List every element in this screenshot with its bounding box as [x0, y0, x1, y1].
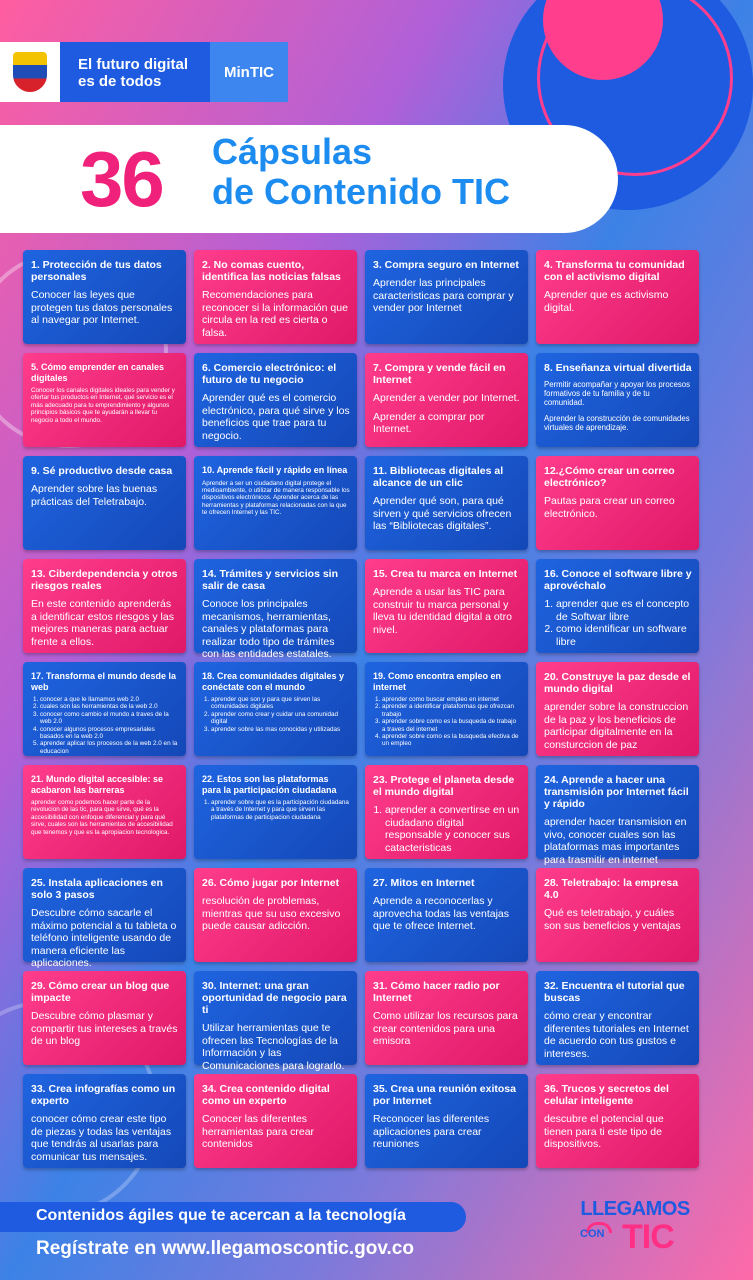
capsule-title: 19. Como encontra empleo en internet: [373, 671, 502, 692]
capsule-list-item: 1. aprender sobre que es la participación ciudadana a través de Internet y para que sirven las plataformas de participacion ciudadana: [211, 799, 350, 821]
capsule-list-item: 2. como identificar un software libre: [556, 623, 692, 648]
capsule-description: [544, 380, 692, 432]
capsule-card: [536, 250, 699, 344]
capsule-paragraph: descubre el potencial que tienen para ti este tipo de dispositivos.: [544, 1113, 664, 1150]
capsule-description: [544, 816, 692, 866]
capsule-card: [536, 765, 699, 866]
capsule-grid: [23, 250, 701, 1168]
capsule-card: [194, 353, 357, 447]
capsule-list-item: 3. aprender sobre como es la busqueda de trabajo a traves del internet: [382, 718, 521, 733]
capsule-title: 23. Protege el planeta desde el mundo digital: [373, 774, 515, 798]
capsule-list-item: 1. aprender que es el concepto de Softwar libre: [556, 598, 692, 623]
capsule-card: [365, 971, 528, 1065]
capsule-description: [202, 799, 350, 821]
capsule-card: [23, 250, 186, 344]
capsule-title: 10. Aprende fácil y rápido en línea: [202, 465, 348, 475]
capsule-description: [202, 598, 350, 661]
capsule-list-item: 4. aprender sobre como es la busqueda efectiva de un empleo: [382, 733, 521, 748]
brand-tic: TIC: [622, 1218, 674, 1256]
capsule-title: 12.¿Cómo crear un correo electrónico?: [544, 465, 675, 489]
capsule-description: [31, 1010, 179, 1048]
capsule-list: [544, 598, 692, 648]
coat-of-arms-icon: [0, 42, 60, 102]
capsule-card: [23, 1074, 186, 1168]
capsule-description: [373, 495, 521, 533]
capsule-description: [544, 701, 692, 751]
capsule-paragraph: Qué es teletrabajo, y cuáles son sus beneficios y ventajas: [544, 907, 681, 932]
mintic-logo: MinTIC: [210, 42, 288, 102]
capsule-description: [31, 387, 179, 424]
capsule-paragraph: Pautas para crear un correo electrónico.: [544, 495, 675, 520]
capsule-description: [202, 392, 350, 442]
capsule-description: [373, 392, 521, 436]
capsule-card: [194, 456, 357, 550]
capsule-title: 14. Trámites y servicios sin salir de casa: [202, 568, 338, 592]
capsule-title: 32. Encuentra el tutorial que buscas: [544, 980, 685, 1004]
capsule-card: [365, 353, 528, 447]
capsule-paragraph: Aprender qué son, para qué sirven y qué servicios ofrecen las “Bibliotecas digitales”.: [373, 495, 512, 532]
capsule-card: [23, 971, 186, 1065]
capsule-card: [365, 456, 528, 550]
capsule-paragraph: En este contenido aprenderás a identificar estos riesgos y las mejores maneras para actuar frente a ellos.: [31, 598, 174, 648]
capsule-card: [23, 765, 186, 859]
capsule-list-item: 1. aprender a convertirse en un ciudadano digital responsable y conocer sus catacteristicas: [385, 804, 521, 854]
capsule-card: [365, 1074, 528, 1168]
capsule-list-item: 1. aprender que son y para que sirven las comunidades digitales: [211, 696, 350, 711]
capsule-title: 28. Teletrabajo: la empresa 4.0: [544, 877, 679, 901]
capsule-card: [23, 559, 186, 653]
capsule-description: [373, 1113, 521, 1151]
capsule-card: [536, 559, 699, 653]
capsule-card: [194, 250, 357, 344]
capsule-paragraph: aprender como podemos hacer parte de la revolucion de las tic, para que sirve, qué es la accesibilidad con enfoque diferencial y para qué sirve, cuales son las herramientas de accesibilidad que tenemos y que es la apropiacion tecnologica.: [31, 799, 173, 836]
capsule-card: [23, 353, 186, 447]
capsule-list-item: 2. aprender a identificar plataformas que ofrezcan trabajo: [382, 703, 521, 718]
capsule-title: 31. Cómo hacer radio por Internet: [373, 980, 500, 1004]
capsule-description: [31, 1113, 179, 1163]
capsule-card: [536, 1074, 699, 1168]
capsule-paragraph: Recomendaciones para reconocer si la información que circula en la red es cierta o falsa.: [202, 289, 348, 339]
capsule-paragraph: Como utilizar los recursos para crear contenidos para una emisora: [373, 1010, 518, 1047]
capsule-card: [365, 868, 528, 962]
page-title: [212, 132, 510, 212]
capsule-description: [373, 804, 521, 854]
capsule-card: [536, 662, 699, 756]
capsule-list: [373, 804, 521, 854]
capsule-description: [544, 1113, 692, 1151]
capsule-title: 9. Sé productivo desde casa: [31, 465, 173, 477]
capsule-description: [373, 1010, 521, 1048]
tagline: Contenidos ágiles que te acercan a la tecnología: [36, 1207, 406, 1224]
capsule-paragraph: resolución de problemas, mientras que su uso excesivo puede causar adicción.: [202, 895, 341, 932]
capsule-title: 7. Compra y vende fácil en Internet: [373, 362, 506, 386]
capsule-description: [202, 480, 350, 517]
capsule-card: [365, 250, 528, 344]
title-number: 36: [80, 135, 163, 223]
capsule-card: [194, 559, 357, 660]
capsule-title: 11. Bibliotecas digitales al alcance de un clic: [373, 465, 504, 489]
brand-top: LLEGAMOS: [580, 1198, 690, 1220]
capsule-title: 26. Cómo jugar por Internet: [202, 877, 340, 889]
capsule-title: 29. Cómo crear un blog que impacte: [31, 980, 170, 1004]
capsule-description: [202, 696, 350, 733]
capsule-list-item: 1. aprender como buscar empleo en internet: [382, 696, 521, 703]
capsule-paragraph: Descubre cómo plasmar y compartir tus intereses a través de un blog: [31, 1010, 178, 1047]
government-logo-bar: [0, 42, 288, 102]
capsule-paragraph: Aprende a usar las TIC para construir tu marca personal y lleva tu identidad digital a otro nivel.: [373, 586, 512, 636]
capsule-card: [536, 868, 699, 962]
capsule-paragraph: Aprender a comprar por Internet.: [373, 410, 485, 435]
capsule-paragraph: Permitir acompañar y apoyar los procesos formativos de tu familia y de tu comunidad.: [544, 380, 691, 408]
capsule-paragraph: Reconocer las diferentes aplicaciones para crear reuniones: [373, 1113, 490, 1150]
title-line-2: de Contenido TIC: [212, 171, 510, 212]
capsule-description: [544, 495, 692, 520]
capsule-list: [31, 696, 179, 755]
capsule-title: 18. Crea comunidades digitales y conéctate con el mundo: [202, 671, 345, 692]
capsule-description: [373, 586, 521, 636]
capsule-title: 27. Mitos en Internet: [373, 877, 475, 889]
capsule-card: [194, 765, 357, 859]
capsule-description: [373, 277, 521, 315]
capsule-title: 22. Estos son las plataformas para la participación ciudadana: [202, 774, 337, 795]
capsule-paragraph: cómo crear y encontrar diferentes tutoriales en Internet de acuerdo con tus gustos e intereses.: [544, 1010, 689, 1060]
capsule-list-item: 5. aprender aplicar los procesos de la web 2.0 en la educacion: [40, 740, 179, 755]
capsule-title: 33. Crea infografías como un experto: [31, 1083, 176, 1107]
capsule-description: [31, 696, 179, 755]
capsule-card: [194, 662, 357, 756]
capsule-description: [31, 289, 179, 327]
capsule-description: [373, 895, 521, 933]
capsule-description: [373, 696, 521, 748]
capsule-title: 1. Protección de tus datos personales: [31, 259, 162, 283]
capsule-description: [202, 1113, 350, 1151]
capsule-paragraph: Conoce los principales mecanismos, herramientas, canales y plataformas para realizar todo tipo de trámites con las entidades estatales.: [202, 598, 335, 660]
capsule-list-item: 1. conocer a que le llamamos web 2.0: [40, 696, 179, 703]
capsule-title: 5. Cómo emprender en canales digitales: [31, 362, 165, 383]
capsule-paragraph: Conocer las leyes que protegen tus datos personales al navegar por Internet.: [31, 289, 173, 326]
capsule-title: 36. Trucos y secretos del celular inteligente: [544, 1083, 669, 1107]
capsule-paragraph: Conocer las diferentes herramientas para crear contenidos: [202, 1113, 315, 1150]
register-link[interactable]: Regístrate en www.llegamoscontic.gov.co: [36, 1238, 414, 1259]
capsule-title: 24. Aprende a hacer una transmisión por Internet fácil y rápido: [544, 774, 689, 810]
capsule-title: 17. Transforma el mundo desde la web: [31, 671, 177, 692]
capsule-card: [194, 971, 357, 1072]
capsule-description: [202, 1022, 350, 1072]
capsule-list-item: 2. cuales son las herramientas de la web 2.0: [40, 703, 179, 710]
capsule-title: 25. Instala aplicaciones en solo 3 pasos: [31, 877, 163, 901]
brand-con: CON: [580, 1228, 605, 1240]
slogan-line-2: es de todos: [78, 73, 162, 90]
capsule-title: 20. Construye la paz desde el mundo digital: [544, 671, 691, 695]
capsule-description: [202, 895, 350, 933]
capsule-paragraph: Aprende a reconocerlas y aprovecha todas las ventajas que te ofrece Internet.: [373, 895, 510, 932]
slogan-line-1: El futuro digital: [78, 56, 188, 73]
capsule-title: 34. Crea contenido digital como un experto: [202, 1083, 330, 1107]
capsule-title: 4. Transforma tu comunidad con el activismo digital: [544, 259, 685, 283]
capsule-title: 30. Internet: una gran oportunidad de negocio para ti: [202, 980, 347, 1016]
capsule-card: [536, 971, 699, 1065]
capsule-card: [365, 559, 528, 653]
capsule-card: [23, 868, 186, 969]
capsule-card: [536, 456, 699, 550]
capsule-paragraph: Conocer los canales digitales ideales para vender y ofertar tus productos en Internet, qué servicio es el más adecuado para tu emprendimiento y algunos principios básicos que te ayudarán a llevar tu negocio a todo el mundo.: [31, 387, 175, 424]
capsule-card: [23, 662, 186, 756]
capsule-list-item: 3. aprender sobre las mas conocidas y utilizadas: [211, 726, 350, 733]
capsule-paragraph: aprender sobre la construccion de la paz y los beneficios de participar digitalmente en la consturccion de paz: [544, 701, 689, 751]
capsule-description: [544, 907, 692, 932]
capsule-list-item: 4. conocer algunos procesos empresariales basados en la web 2.0: [40, 726, 179, 741]
capsule-title: 21. Mundo digital accesible: se acabaron las barreras: [31, 774, 164, 795]
capsule-card: [194, 868, 357, 962]
capsule-description: [31, 799, 179, 836]
capsule-list: [202, 696, 350, 733]
capsule-title: 35. Crea una reunión exitosa por Internet: [373, 1083, 516, 1107]
capsule-paragraph: Aprender que es activismo digital.: [544, 289, 669, 314]
capsule-card: [194, 1074, 357, 1168]
capsule-list-item: 3. conocer como cambio el mundo a traves de la web 2.0: [40, 711, 179, 726]
capsule-card: [365, 662, 528, 756]
capsule-paragraph: Aprender la construcción de comunidades virtuales de aprendizaje.: [544, 413, 690, 432]
capsule-list: [373, 696, 521, 748]
capsule-paragraph: conocer cómo crear este tipo de piezas y todas las ventajas que tendrás al usarlas para comunicar tus mensajes.: [31, 1113, 172, 1163]
capsule-paragraph: Aprender las principales caracteristicas para comprar y vender por Internet: [373, 277, 514, 314]
capsule-list: [202, 799, 350, 821]
capsule-title: 16. Conoce el software libre y aprovéchalo: [544, 568, 692, 592]
capsule-list-item: 2. aprender como crear y cuidar una comunidad digital: [211, 711, 350, 726]
capsule-description: [544, 598, 692, 648]
capsule-card: [536, 353, 699, 447]
capsule-title: 8. Enseñanza virtual divertida: [544, 362, 692, 374]
capsule-card: [365, 765, 528, 859]
capsule-title: 6. Comercio electrónico: el futuro de tu negocio: [202, 362, 337, 386]
capsule-paragraph: Aprender a vender por Internet.: [373, 392, 520, 404]
capsule-paragraph: aprender hacer transmision en vivo, conocer cuales son las plataformas mas importantes para trasmitir en internet: [544, 816, 687, 866]
capsule-card: [23, 456, 186, 550]
capsule-description: [31, 483, 179, 508]
slogan: [60, 42, 210, 102]
capsule-description: [202, 289, 350, 339]
capsule-paragraph: Descubre cómo sacarle el máximo potencial a tu tableta o teléfono inteligente usando de manera eficiente las aplicaciones.: [31, 907, 177, 969]
capsule-paragraph: Aprender sobre las buenas prácticas del Teletrabajo.: [31, 483, 158, 508]
capsule-description: [544, 289, 692, 314]
capsule-description: [544, 1010, 692, 1060]
title-line-1: Cápsulas: [212, 131, 373, 172]
capsule-title: 2. No comas cuento, identifica las noticias falsas: [202, 259, 341, 283]
capsule-paragraph: Aprender a ser un ciudadano digital protege el medioambiente, o utilizar de manera responsable los dispositivos electrónicos. Aprender acerca de las herramientas y plataformas relacionadas con la que te ofrecen Internet y las TIC.: [202, 479, 350, 517]
capsule-title: 15. Crea tu marca en Internet: [373, 568, 518, 580]
capsule-description: [31, 598, 179, 648]
capsule-title: 3. Compra seguro en Internet: [373, 259, 519, 271]
llegamos-con-tic-logo: [568, 1198, 702, 1260]
capsule-description: [31, 907, 179, 970]
capsule-paragraph: Utilizar herramientas que te ofrecen las Tecnologías de la Información y las Comunicaciones para lograrlo.: [202, 1022, 345, 1072]
capsule-paragraph: Aprender qué es el comercio electrónico, para qué sirve y los beneficios que trae para tu negocio.: [202, 392, 350, 442]
capsule-title: 13. Ciberdependencia y otros riesgos reales: [31, 568, 178, 592]
